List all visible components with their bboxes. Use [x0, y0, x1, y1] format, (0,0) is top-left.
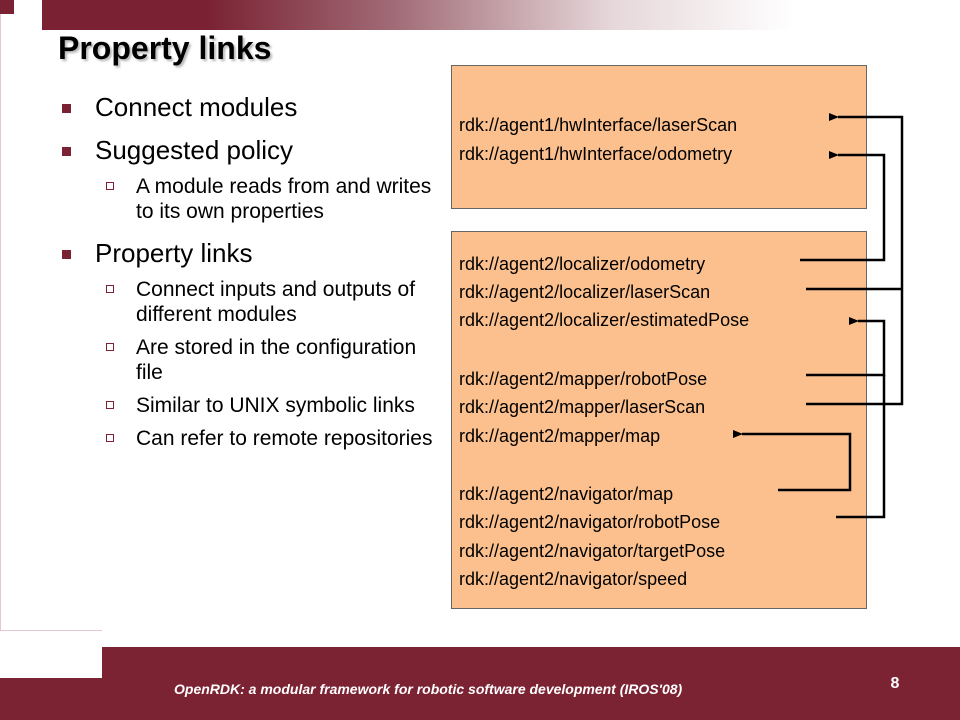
uri-mapper-laserscan: rdk://agent2/mapper/laserScan	[459, 397, 706, 417]
uri-navigator-map: rdk://agent2/navigator/map	[459, 484, 674, 504]
uri-navigator-speed: rdk://agent2/navigator/speed	[459, 569, 688, 589]
footer-bar-left	[0, 678, 102, 720]
uri-agent1-odometry: rdk://agent1/hwInterface/odometry	[459, 144, 733, 164]
slide-title: Property links	[58, 30, 272, 66]
footer-caption: OpenRDK: a modular framework for robotic software development (IROS'08)	[174, 681, 683, 697]
uri-localizer-estimatedpose: rdk://agent2/localizer/estimatedPose	[459, 310, 750, 330]
link-localizer-odometry-to-agent1-odometry	[800, 155, 884, 260]
uri-navigator-targetpose: rdk://agent2/navigator/targetPose	[459, 541, 726, 561]
sub-bullet-text: A module reads from and writes to its own properties	[136, 175, 432, 223]
bullet-suggested-policy: Suggested policy	[60, 135, 445, 166]
uri-agent1-laserscan: rdk://agent1/hwInterface/laserScan	[459, 115, 738, 135]
sub-bullet-text: Are stored in the configuration file	[136, 336, 417, 384]
uri-mapper-map: rdk://agent2/mapper/map	[459, 426, 661, 446]
uri-localizer-laserscan: rdk://agent2/localizer/laserScan	[459, 282, 711, 302]
slide-number: 8	[890, 675, 900, 692]
sub-bullet-text: Similar to UNIX symbolic links	[136, 394, 415, 417]
bullet-property-links: Property links	[60, 238, 445, 269]
link-mapper-robotpose-to-estimatedpose	[806, 321, 884, 375]
link-navigator-robotpose-to-estimatedpose	[836, 375, 884, 517]
bullet-connect-modules: Connect modules	[60, 92, 445, 123]
uri-navigator-robotpose: rdk://agent2/navigator/robotPose	[459, 512, 721, 532]
uri-localizer-odometry: rdk://agent2/localizer/odometry	[459, 254, 706, 274]
sub-bullet-text: Connect inputs and outputs of different modules	[136, 278, 416, 326]
link-navigator-map-to-mapper-map	[742, 434, 850, 490]
sub-bullet-text: Can refer to remote repositories	[136, 427, 433, 450]
uri-mapper-robotpose: rdk://agent2/mapper/robotPose	[459, 369, 708, 389]
